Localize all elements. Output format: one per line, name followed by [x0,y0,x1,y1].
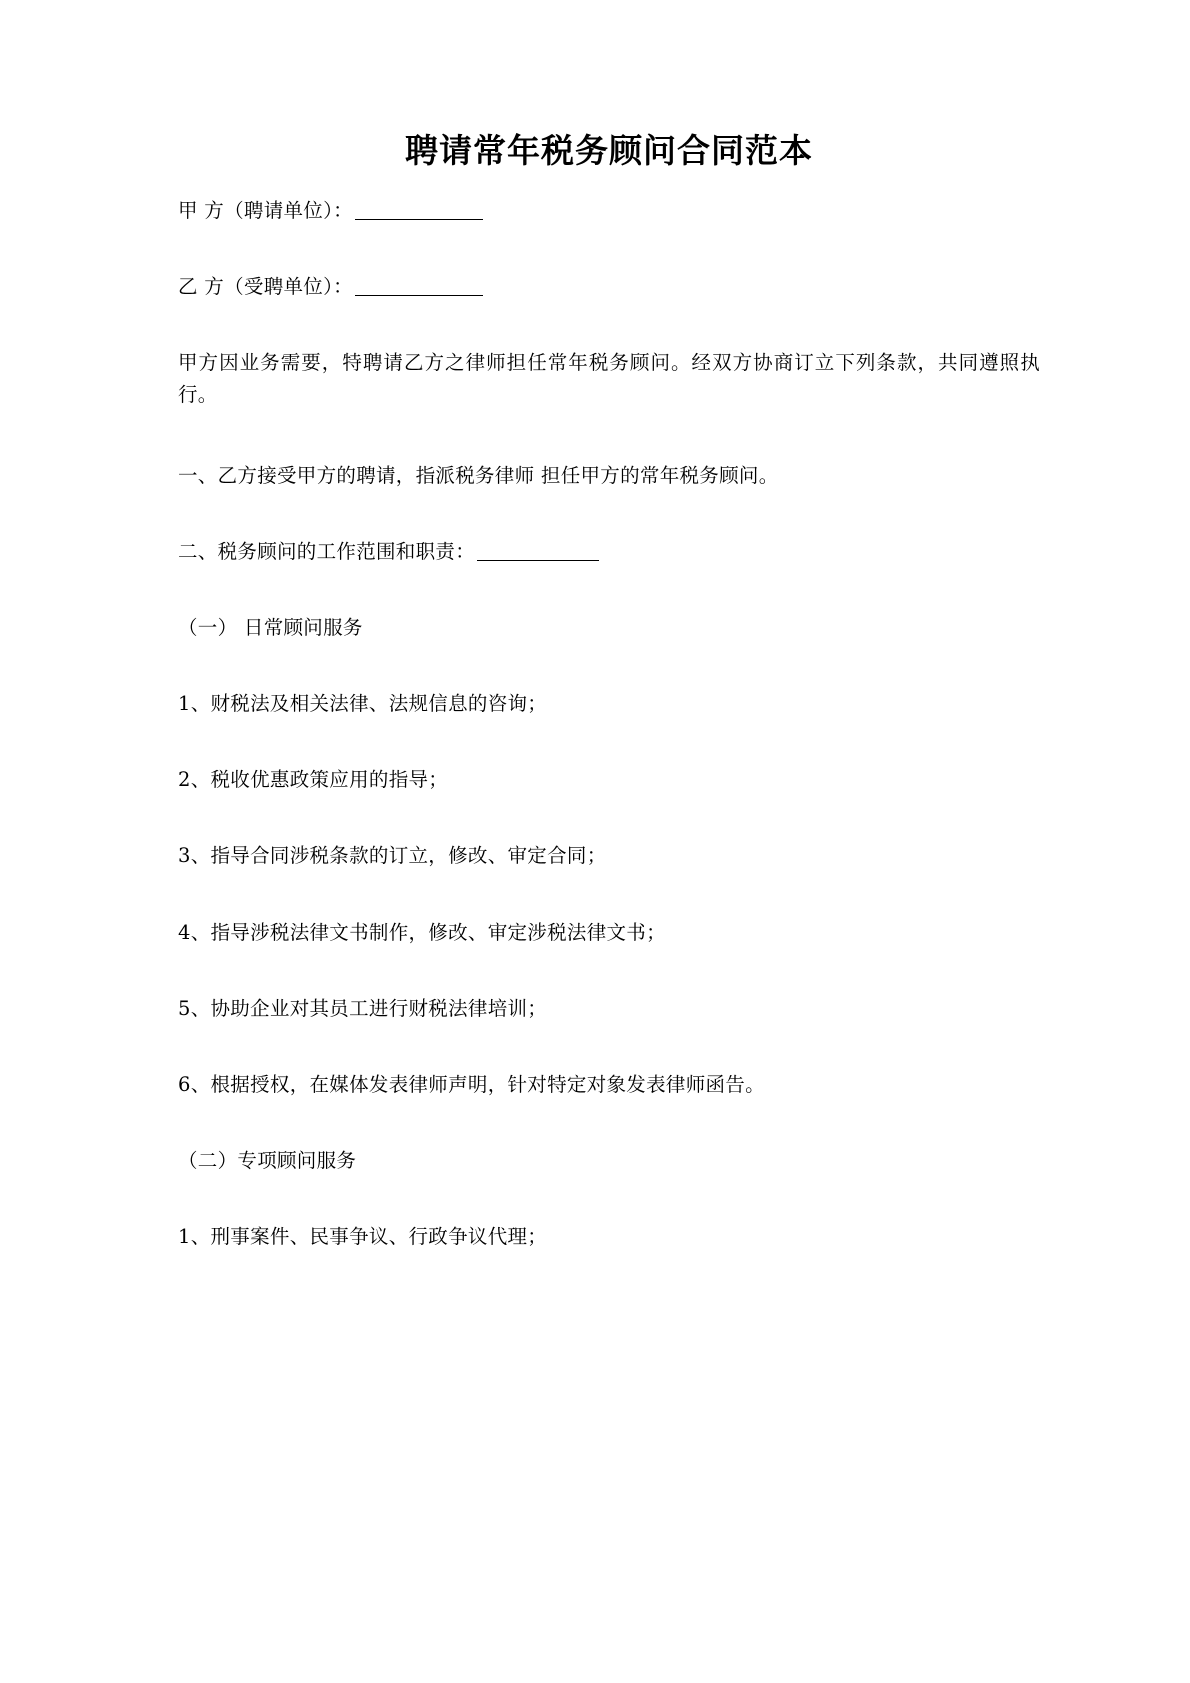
section-1-heading: （一） 日常顾问服务 [178,615,363,639]
item-1-4: 4、指导涉税法律文书制作，修改、审定涉税法律文书； [178,920,666,944]
item-1-1: 1、财税法及相关法律、法规信息的咨询； [178,692,548,716]
party-b-line [178,271,1040,303]
clause-2-blank-field[interactable] [477,560,599,561]
page-title: 聘请常年税务顾问合同范本 [405,131,813,170]
party-b-label: 乙 方（受聘单位）： [178,275,353,299]
clause-1: 一、乙方接受甲方的聘请，指派税务律师 担任甲方的常年税务顾问。 [178,463,779,487]
clause-2 [178,536,1040,568]
item-1-6: 6、根据授权，在媒体发表律师声明，针对特定对象发表律师函告。 [178,1072,765,1096]
section-2-heading: （二）专项顾问服务 [178,1149,357,1173]
party-a-blank-field[interactable] [355,219,483,220]
party-a-line [178,195,1040,227]
clause-2-text: 二、税务顾问的工作范围和职责： [178,539,476,563]
item-2-1: 1、刑事案件、民事争议、行政争议代理； [178,1225,548,1249]
preamble-paragraph: 甲方因业务需要，特聘请乙方之律师担任常年税务顾问。经双方协商订立下列条款，共同遵照执行。 [178,351,1040,407]
item-1-2: 2、税收优惠政策应用的指导； [178,768,449,792]
party-b-blank-field[interactable] [355,295,483,296]
party-a-label: 甲 方（聘请单位）： [178,198,353,222]
item-1-5: 5、协助企业对其员工进行财税法律培训； [178,996,548,1020]
item-1-3: 3、指导合同涉税条款的订立，修改、审定合同； [178,844,607,868]
